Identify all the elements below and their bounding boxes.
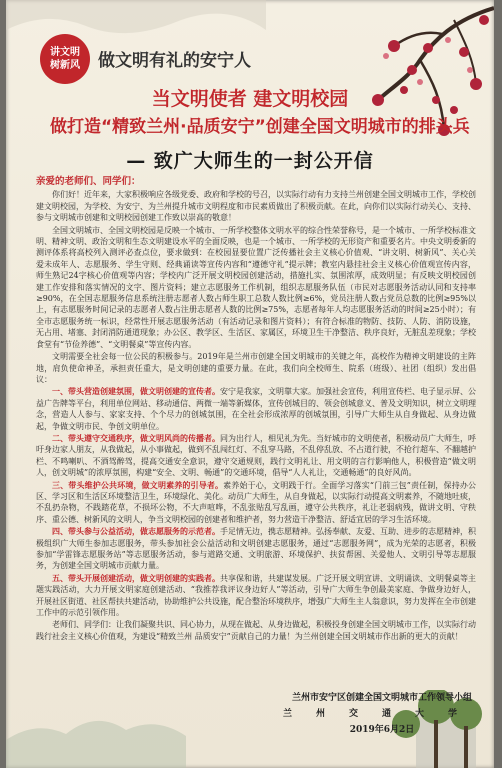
signature-date: 2019年6月2日	[349, 725, 415, 735]
seal-line-1: 讲文明	[50, 47, 80, 58]
letter-title: — 致广大师生的一封公开信	[126, 150, 374, 172]
banner-slogan: 做文明有礼的安宁人	[98, 51, 251, 71]
proposal-text-3: 素养始于心，文明践于行。全面学习落实“门前三包”责任制，保持办公区、学习区和生活区环境整洁卫生，环境绿化、美化。动员广大师生，从自身做起，以实际行动提高文明素养，不随地吐痰，不乱扔杂物，不践踏花草，不损坏公物，不大声喧哗，不乱张贴乱写乱画，遵守公共秩序，礼让老弱病残，做讲文明、守秩序、重公德、树新风的文明人，争当文明校园的创建者和维护者，努力营造干净整洁、舒适宜居的学习生活环境。	[36, 480, 476, 524]
paragraph-call: 文明需要全社会每一位公民的积极参与。2019年是兰州市创建全国文明城市的关键之年，高校作为精神文明建设的主阵地，肩负使命神圣，承担责任重大，是文明创建的重要力量。在此，我们向全校师生、院系（班级）、社团（组织）发出倡议：	[36, 352, 476, 384]
sub-title: 做打造“精致兰州·品质安宁”创建全国文明城市的排头兵	[50, 117, 470, 137]
proposal-label-3: 三、带头维护公共环境，做文明素养的引导者。	[52, 479, 224, 490]
signature-org: 兰州市安宁区创建全国文明城市工作领导小组	[291, 693, 472, 703]
proposal-label-1: 一、带头营造创建氛围，做文明创建的宣传者。	[52, 386, 220, 397]
paragraph-closing: 老师们、同学们：让我们凝聚共识、同心协力，从现在做起、从身边做起，积极投身创建全国文明城市工作，以实际行动践行社会主义核心价值观，为建设“精致兰州 品质安宁”贡献自己的力量！为兰州创建全国文明城市作出新的更大的贡献！	[36, 620, 476, 641]
paragraph-standards: 全国文明城市、全国文明校园是反映一个城市、一所学校整体文明水平的综合性荣誉称号，是一个城市、一所学校标准文明、精神文明、政治文明和生态文明建设水平的全面反映，也是一个城市、一所学校的无形资产和重要名片。中央文明委新的测评体系将高校列入测评必查点位，要求做到：在校园显要位置广泛传播社会主义核心价值观、“讲文明、树新风”、关心关爱未成年人、志愿服务、学生守则、经典诵读等宣传内容和“遵德守礼”提示牌；教室内悬挂社会主义核心价值观宣传内容，师生熟记24字核心价值观等内容；学校内广泛开展文明校园创建活动，措施扎实、氛围浓厚，成效明显；有反映文明校园创建工作安排和落实情况的文字、图片资料；建立志愿服务工作机制，组织志愿服务队伍（市民对志愿服务活动认同和支持率≥90%，在全国志愿服务信息系统注册志愿者人数占师生职工总数人数比例≥6%，党员注册人数占党员总数的比例≥95%以上，有志愿服务时间记录的志愿者人数占注册志愿者人数的比例≥75%，志愿者每年人均志愿服务活动的时间≥25小时）；有全市志愿服务统一标识，经常性开展志愿服务活动（有活动记录和图片资料）；有符合标准的物防、技防、人防、消防设施，无占用、堵塞、封闭消防通道现象；办公区、教学区、生活区、家属区，环境卫生干净整洁、秩序良好，无脏乱差现象；学校食堂有“节俭养德”、“文明餐桌”等宣传内容。	[36, 225, 476, 349]
proposal-text-5: 共享保和谐，共建谋发展。广泛开展文明宣讲、文明诵读、文明餐桌等主题实践活动，大力开展文明家庭创建活动、“我推荐我评议身边好人”等活动，引导广大师生争创最美家庭、争做身边好人，开展社区街道、社区帮扶共建活动，协助维护公共设施，配合整治环境秩序，增强广大师生主人翁意识，努力发挥在全市创建工作中的示范引领作用。	[36, 573, 476, 618]
proposal-item-4	[36, 526, 476, 572]
signature-block	[282, 690, 482, 738]
poster	[6, 0, 494, 768]
main-title: 当文明使者 建文明校园	[151, 88, 349, 110]
proposal-item-1	[36, 386, 476, 432]
paragraph-intro: 你们好！近年来，大家积极响应各级党委、政府和学校的号召，以实际行动有力支持兰州创建全国文明城市工作，学校创建文明校园，为学校、为安宁、为兰州提升城市文明程度和市民素质做出了积极贡献。在此，向你们以实际行动关心、支持、参与文明城市创建和文明校园创建工作致以崇高的敬意！	[36, 190, 476, 223]
proposal-text-2: 同为出行人，相见礼为先。当好城市的文明使者，积极动员广大师生，呼吁身边家人朋友，从我做起，从小事做起，做到不乱闯红灯、不乱穿马路，不乱停乱放、不占道行驶，不抢行超车、不翻越护栏、不鸣喇叭、不酒驾醉驾，提高交通安全意识，遵守交通规则，践行文明礼让、用文明的言行影响他人，积极营造“做文明人，创文明城”的浓厚氛围，构建“安全、文明、畅通”的交通环境，倡导“人人礼让，交通畅通”的良好风尚。	[36, 433, 476, 478]
signature-school: 兰州交通大学	[282, 709, 481, 719]
proposal-label-2: 二、带头遵守交通秩序，做文明风尚的传播者。	[52, 432, 220, 443]
greeting: 亲爱的老师们、同学们：	[36, 176, 141, 187]
proposal-label-4: 四、带头参与公益活动，做志愿服务的示范者。	[52, 526, 220, 537]
proposal-text-1: 安宁是我家，文明靠大家。加强社会宣传，利用宣传栏、电子显示屏、公益广告牌等平台，利用单位网站、移动通信、两微一端等新媒体，宣传创城目的、领会创城意义、普及文明知识，树立文明理念，营造人人参与、家家支持、个个尽力的创城氛围，在全社会形成浓厚的创城氛围，引导广大师生从自身做起、从身边做起，争做文明市民、争创文明单位。	[36, 387, 476, 431]
proposal-item-5	[36, 573, 476, 619]
slogan-seal	[40, 34, 90, 84]
letter-body	[36, 176, 476, 643]
proposal-item-3	[36, 480, 476, 526]
seal-line-2: 树新风	[50, 60, 80, 71]
proposal-label-5: 五、带头开展创建活动，做文明创建的实践者。	[52, 572, 220, 583]
proposal-item-2	[36, 433, 476, 479]
proposal-text-4: 手足情无边，携志愿精神。弘扬奉献、友爱、互助、进步的志愿精神，积极组织广大师生参加志愿服务，带头参加社会公益活动和文明创建志愿服务，通过“志愿服务网”，成为光荣的志愿者，积极参加“学雷锋志愿服务站”等志愿服务活动，参与道路交通、文明旅游、环境保护、扶贫帮困、关爱他人、文明引导等志愿服务，为创建全国文明城市贡献力量。	[36, 527, 476, 571]
